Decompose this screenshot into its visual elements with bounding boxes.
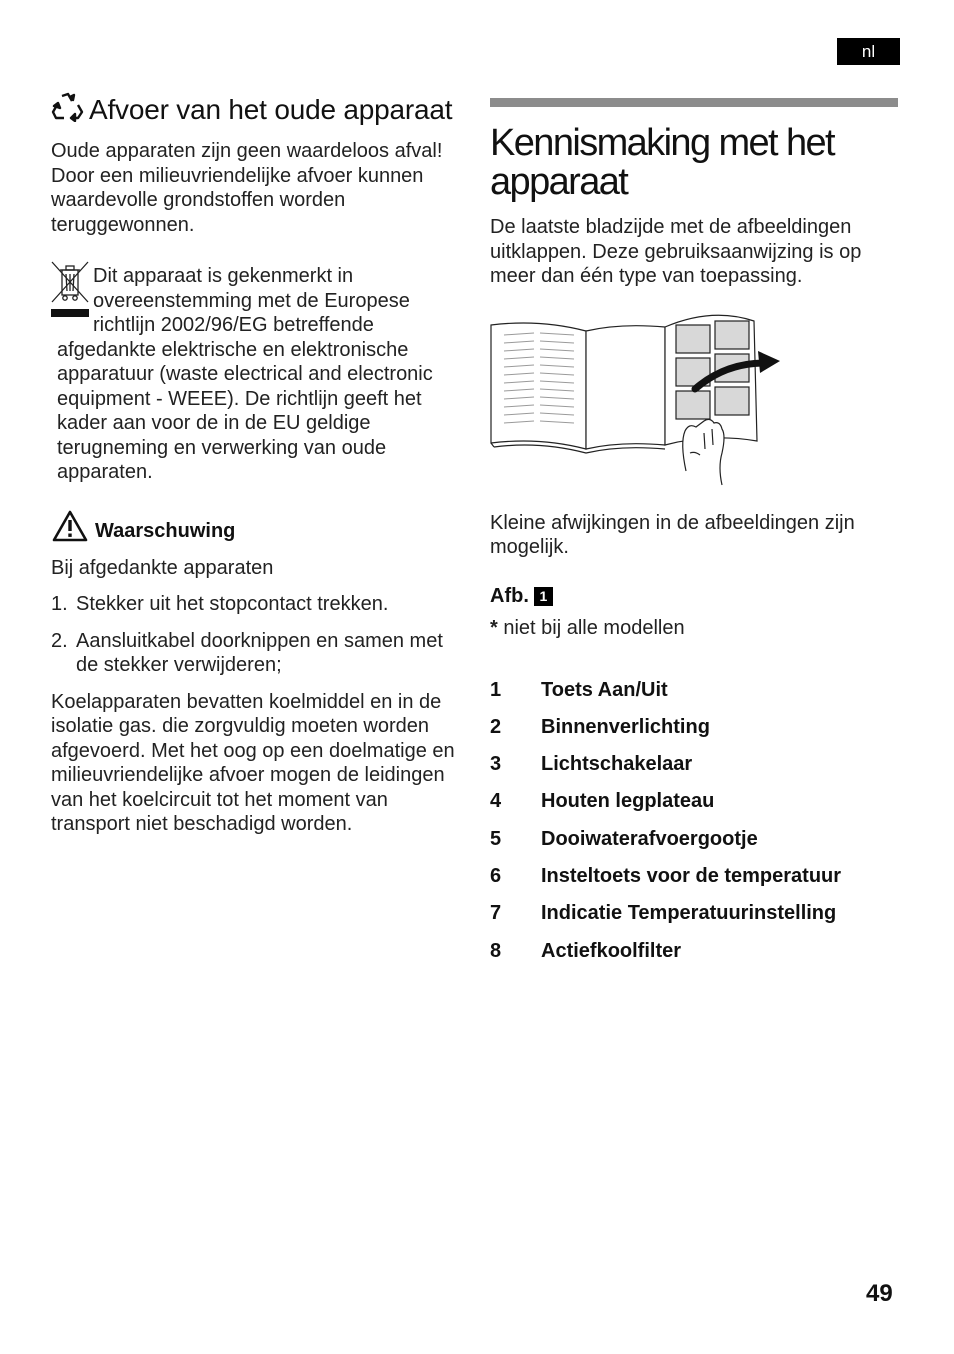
list-item <box>490 827 904 864</box>
step-number: 1. <box>51 593 68 615</box>
footnote-text: niet bij alle modellen <box>503 616 685 639</box>
disposal-section <box>51 92 463 837</box>
weee-line-1: Dit apparaat is gekenmerkt in <box>93 265 354 287</box>
part-number: 8 <box>490 939 502 962</box>
list-item <box>490 901 904 938</box>
part-label: Lichtschakelaar <box>541 753 693 776</box>
deviation-note: Kleine afwijkingen in de afbeeldingen zijn mogelijk. <box>490 511 855 558</box>
footnote-mark: * <box>490 616 498 639</box>
language-badge: nl <box>837 38 900 65</box>
crossed-bin-icon <box>49 258 91 322</box>
list-item <box>490 939 904 976</box>
part-number: 3 <box>490 753 502 776</box>
disposal-closing: Koelapparaten bevatten koelmiddel en in de isolatie gas. die zorgvuldig moeten worden afgevoerd. Met het oog op een doelmatige en milieuvriendelijke afvoer mogen de leidingen van het koelcircuit tot het moment van transport niet beschadigd worden. <box>51 690 455 835</box>
part-label: Houten legplateau <box>541 790 715 813</box>
part-label: Insteltoets voor de temperatuur <box>541 864 842 887</box>
part-label: Binnenverlichting <box>541 715 710 738</box>
weee-line-3: richtlijn 2002/96/EG betreffende <box>93 314 374 336</box>
figure-label: Afb. <box>490 584 529 607</box>
disposal-steps <box>51 592 463 678</box>
intro-section <box>490 92 904 976</box>
part-number: 2 <box>490 715 502 738</box>
warning-title: Waarschuwing <box>95 519 236 542</box>
figure-reference <box>490 584 904 608</box>
list-item <box>490 678 904 715</box>
weee-line-2: overeenstemming met de Europese <box>93 289 410 312</box>
section-rule <box>490 98 898 107</box>
figure-number-box: 1 <box>534 587 553 606</box>
part-label: Toets Aan/Uit <box>541 678 668 701</box>
warning-triangle-icon <box>51 509 89 543</box>
disposal-intro: Oude apparaten zijn geen waardeloos afval! Door een milieuvriendelijke afvoer kunnen waardevolle grondstoffen worden teruggewonnen. <box>51 140 443 236</box>
warning-intro: Bij afgedankte apparaten <box>51 556 274 579</box>
page-number: 49 <box>866 1280 893 1307</box>
part-number: 7 <box>490 902 502 925</box>
list-item <box>490 789 904 826</box>
list-item <box>490 715 904 752</box>
part-number: 5 <box>490 827 502 850</box>
part-label: Dooiwaterafvoergootje <box>541 827 758 850</box>
footnote <box>490 616 904 640</box>
step-text: Aansluitkabel doorknippen en samen met de stekker verwijderen; <box>76 629 443 676</box>
list-item <box>51 592 463 617</box>
weee-rest: afgedankte elektrische en elektronische apparatuur (waste electrical and electronic equipment - WEEE). De richtlijn geeft het kader aan voor de in de EU geldige terugneming en verwerking van oude apparaten. <box>57 338 433 483</box>
intro-text: De laatste bladzijde met de afbeeldingen uitklappen. Deze gebruiksaanwijzing is op meer dan één type van toepassing. <box>490 216 862 287</box>
list-item <box>51 629 463 678</box>
disposal-heading: Afvoer van het oude apparaat <box>51 92 463 126</box>
part-label: Actiefkoolfilter <box>541 939 682 962</box>
list-item <box>490 864 904 901</box>
parts-list <box>490 678 904 976</box>
weee-notice <box>51 264 463 485</box>
intro-heading: Kennismaking met het apparaat <box>490 122 834 203</box>
foldout-illustration <box>490 303 790 488</box>
part-label: Indicatie Temperatuurinstelling <box>541 902 837 925</box>
list-item <box>490 752 904 789</box>
part-number: 6 <box>490 864 502 887</box>
recycle-icon <box>51 92 85 122</box>
warning-header <box>51 509 463 543</box>
step-number: 2. <box>51 629 68 652</box>
part-number: 1 <box>490 678 502 701</box>
part-number: 4 <box>490 790 502 813</box>
step-text: Stekker uit het stopcontact trekken. <box>76 593 389 615</box>
